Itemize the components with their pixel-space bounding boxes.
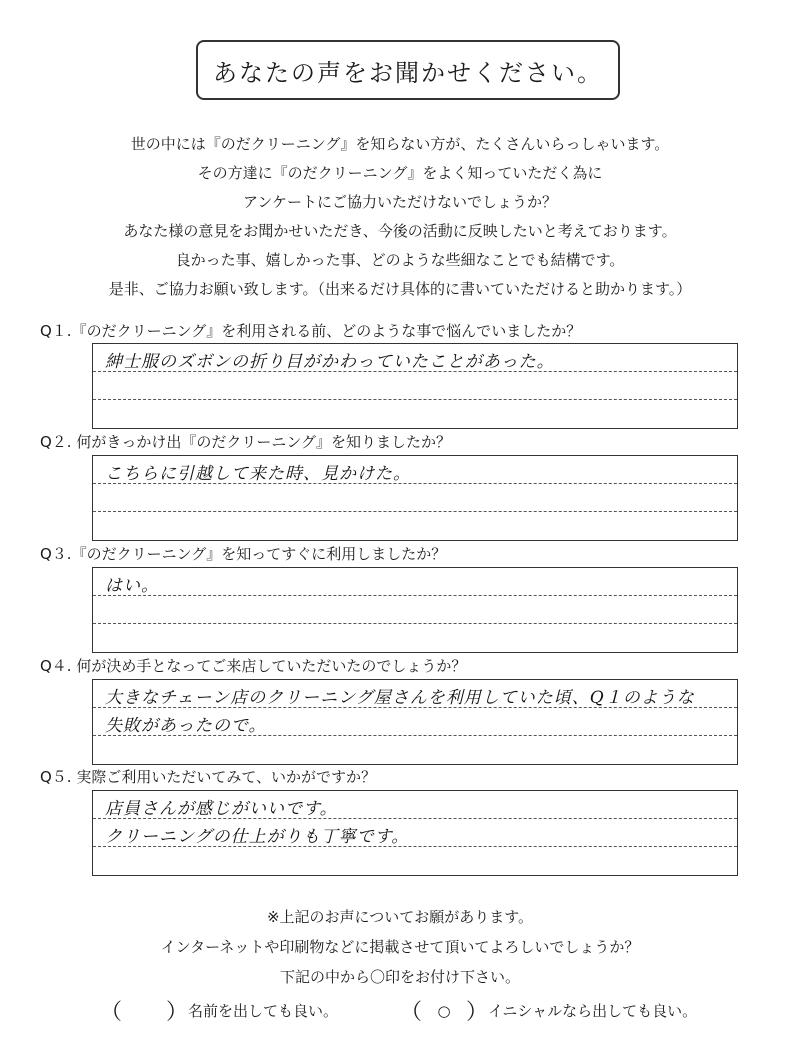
answer-rule <box>93 399 737 400</box>
intro-line: 世の中には『のだクリーニング』を知らない方が、たくさんいらっしゃいます。 <box>130 135 670 153</box>
note-line: 下記の中から〇印をお付け下さい。 <box>279 968 520 986</box>
intro-line: アンケートにご協力いただけないでしょうか？ <box>242 193 558 211</box>
option-initial-mark[interactable]: ○ <box>437 1001 451 1020</box>
handwritten-answer-line: クリーニングの仕上がりも丁寧です。 <box>105 827 410 847</box>
answer-rule <box>93 511 737 512</box>
question-label-q2: Q２. 何がきっかけ出『のだクリーニング』を知りましたか？ <box>40 433 452 451</box>
answer-box-q1[interactable] <box>92 343 738 429</box>
paren-open: （ <box>400 1000 423 1025</box>
question-label-q1: Q１.『のだクリーニング』を利用される前、どのような事で悩んでいましたか？ <box>40 322 582 340</box>
answer-box-q4[interactable] <box>92 679 738 765</box>
handwritten-answer-line: こちらに引越して来た時、見かけた。 <box>105 464 411 484</box>
option-initial[interactable] <box>400 995 697 1026</box>
question-label-q5: Q５. 実際ご利用いただいてみて、いかがですか？ <box>40 768 377 786</box>
handwritten-answer-line: 店員さんが感じがいいです。 <box>105 799 338 819</box>
page-title: あなたの声をお聞かせください。 <box>196 40 620 100</box>
question-label-q3: Q３.『のだクリーニング』を知ってすぐに利用しましたか？ <box>40 545 447 563</box>
answer-box-q3[interactable] <box>92 567 738 653</box>
question-label-q4: Q４. 何が決め手となってご来店していただいたのでしょうか？ <box>40 657 467 675</box>
permission-note <box>40 902 760 992</box>
paren-open: （ <box>100 1000 123 1025</box>
intro-line: 是非、ご協力お願い致します。（出来るだけ具体的に書いていただけると助かります。） <box>108 280 692 298</box>
paren-close: ） <box>466 1000 489 1025</box>
consent-options <box>100 995 740 1025</box>
option-name[interactable] <box>100 995 338 1026</box>
answer-box-q5[interactable] <box>92 790 738 876</box>
paren-close: ） <box>166 1000 189 1025</box>
note-line: ※上記のお声についてお願があります。 <box>266 908 534 926</box>
intro-line: 良かった事、嬉しかった事、どのような些細なことでも結構です。 <box>175 251 625 269</box>
intro-text <box>40 130 760 304</box>
option-initial-label: イニシャルなら出しても良い。 <box>488 1002 698 1020</box>
answer-box-q2[interactable] <box>92 455 738 541</box>
note-line: インターネットや印刷物などに掲載させて頂いてよろしいでしょうか？ <box>160 938 640 956</box>
option-name-label: 名前を出しても良い。 <box>188 1002 339 1020</box>
intro-line: あなた様の意見をお聞かせいただき、今後の活動に反映したいと考えております。 <box>123 222 677 240</box>
answer-rule <box>93 623 737 624</box>
answer-rule <box>93 595 737 596</box>
handwritten-answer-line: はい。 <box>105 576 159 596</box>
handwritten-answer-line: 大きなチェーン店のクリーニング屋さんを利用していた頃、Q１のような <box>105 688 695 708</box>
handwritten-answer-line: 紳士服のズボンの折り目がかわっていたことがあった。 <box>105 352 555 372</box>
handwritten-answer-line: 失敗があったので。 <box>105 716 267 736</box>
intro-line: その方達に『のだクリーニング』をよく知っていただく為に <box>197 164 603 182</box>
